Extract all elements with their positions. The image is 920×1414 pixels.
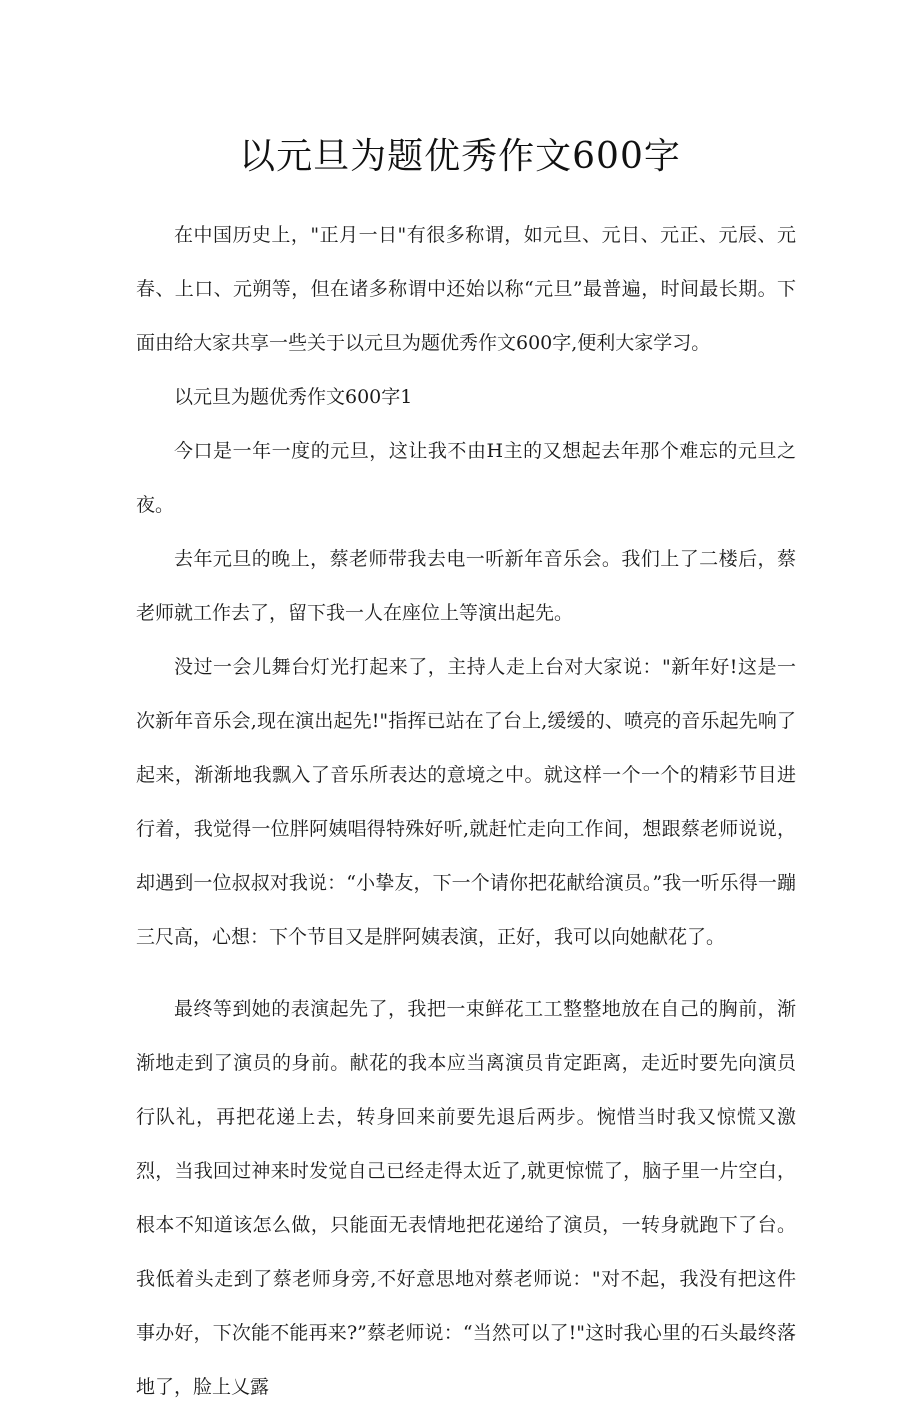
document-title: 以元旦为题优秀作文600字 (239, 136, 681, 177)
paragraph: 去年元旦的晚上，蔡老师带我去电一听新年音乐会。我们上了二楼后，蔡老师就工作去了，留下我一人在座位上等演出起先。 (136, 548, 796, 624)
paragraph-intro: 在中国历史上，"正月一日"有很多称谓，如元旦、元日、元正、元辰、元春、上口、元朔等，但在诸多称谓中还始以称“元旦”最普遍，时间最长期。下面由给大家共享一些关于以元旦为题优秀作文600字,便利大家学习。 (136, 224, 796, 354)
paragraph: 最终等到她的表演起先了，我把一束鲜花工工整整地放在自己的胸前，渐渐地走到了演员的身前。献花的我本应当离演员肯定距离，走近时要先向演员行队礼，再把花递上去，转身回来前要先退后两步。惋惜当时我又惊慌又激烈，当我回过神来时发觉自己已经走得太近了,就更惊慌了，脑子里一片空白，根本不知道该怎么做，只能面无表情地把花递给了演员，一转身就跑下了台。我低着头走到了蔡老师身旁,不好意思地对蔡老师说："对不起，我没有把这件事办好，下次能不能再来?”蔡老师说：“当然可以了!"这时我心里的石头最终落地了，脸上乂露 (136, 998, 796, 1398)
document-body (136, 208, 796, 1414)
paragraph: 今口是一年一度的元旦，这让我不由H主的又想起去年那个难忘的元旦之夜。 (136, 440, 796, 516)
paragraph: 没过一会儿舞台灯光打起来了，主持人走上台对大家说："新年好!这是一次新年音乐会,现在演出起先!"指挥已站在了台上,缓缓的、喷亮的音乐起先响了起来，渐渐地我飘入了音乐所表达的意境之中。就这样一个一个的精彩节目进行着，我觉得一位胖阿姨唱得特殊好听,就赶忙走向工作间，想跟蔡老师说说，却遇到一位叔叔对我说：“小挚友，下一个请你把花献给演员。”我一听乐得一蹦三尺高，心想：下个节目又是胖阿姨表演，正好，我可以向她献花了。 (136, 656, 796, 948)
section-heading: 以元旦为题优秀作文600字1 (174, 386, 413, 408)
